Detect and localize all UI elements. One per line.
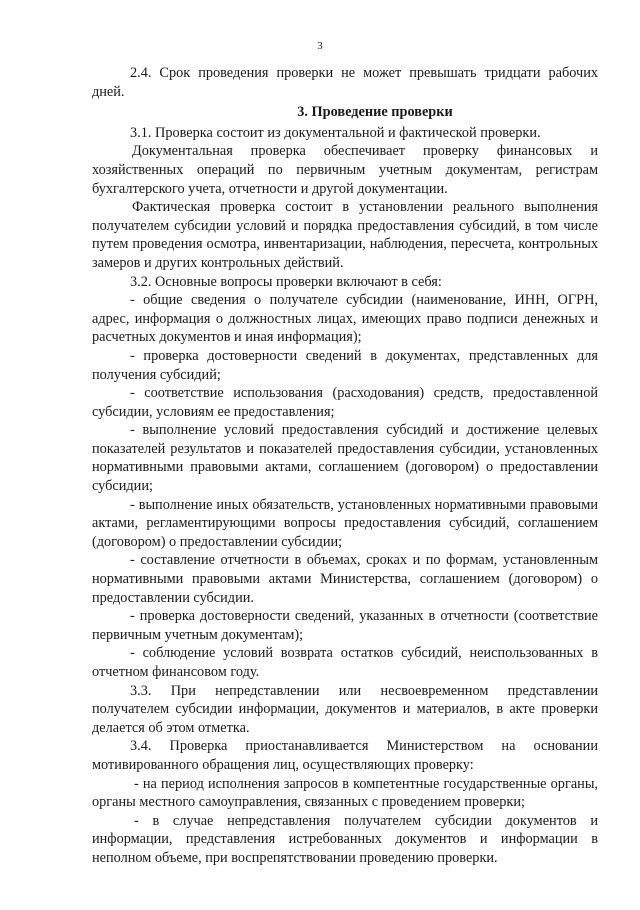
list-item: - выполнение условий предоставления субсидий и достижение целевых показателей результатов и показателей предоставления субсидии, установленных нормативными правовыми актами, соглашением (договором) о предоставлении субсидии; xyxy=(92,422,598,495)
paragraph-factual-check: Фактическая проверка состоит в установлении реального выполнения получателем субсидии условий и порядка предоставления субсидий, в том числе путем проведения осмотра, инвентаризации, наблюдения, пересчета, контрольных замеров и других контрольных действий. xyxy=(92,199,598,271)
list-item: - проверка достоверности сведений в документах, представленных для получения субсидий; xyxy=(92,347,598,383)
paragraph-3-4: 3.4. Проверка приостанавливается Министерством на основании мотивированного обращения лиц, осуществляющих проверку: xyxy=(92,738,598,773)
list-item: - соответствие использования (расходования) средств, предоставленной субсидии, условиям ее предоставления; xyxy=(92,385,598,420)
document-body xyxy=(92,64,598,868)
list-item: - в случае непредставления получателем субсидии документов и информации, представления истребованных документов и информации в неполном объеме, при воспрепятствовании проведению проверки. xyxy=(92,812,598,866)
list-item: - проверка достоверности сведений, указанных в отчетности (соответствие первичным учетным документам); xyxy=(92,608,598,643)
paragraph-documentary-check: Документальная проверка обеспечивает проверку финансовых и хозяйственных операций по первичным учетным документам, регистрам бухгалтерского учета, отчетности и другой документации. xyxy=(92,143,598,197)
list-item: - составление отчетности в объемах, сроках и по формам, установленным нормативными правовыми актами Министерства, соглашением (договором) о предоставлении субсидии. xyxy=(92,552,598,606)
list-item: - общие сведения о получателе субсидии (наименование, ИНН, ОГРН, адрес, информация о должностных лицах, имеющих право подписи денежных и расчетных документов и иная информация); xyxy=(92,292,598,346)
paragraph-2-4: 2.4. Срок проведения проверки не может превышать тридцати рабочих дней. xyxy=(92,65,598,100)
list-item: - на период исполнения запросов в компетентные государственные органы, органы местного самоуправления, связанных с проведением проверки; xyxy=(92,775,598,811)
page-number: 3 xyxy=(317,40,323,52)
list-item: - соблюдение условий возврата остатков субсидий, неиспользованных в отчетном финансовом году. xyxy=(92,645,598,680)
paragraph-3-2: 3.2. Основные вопросы проверки включают в себя: xyxy=(130,273,442,290)
paragraph-3-3: 3.3. При непредставлении или несвоевременном представлении получателем субсидии информации, документов и материалов, в акте проверки делается об этом отметка. xyxy=(92,682,598,736)
section-heading: 3. Проведение проверки xyxy=(297,104,453,121)
paragraph-3-1: 3.1. Проверка состоит из документальной и фактической проверки. xyxy=(130,124,541,141)
list-item: - выполнение иных обязательств, установленных нормативными правовыми актами, регламентирующими вопросы предоставления субсидий, соглашением (договором) о предоставлении субсидии; xyxy=(92,496,598,550)
